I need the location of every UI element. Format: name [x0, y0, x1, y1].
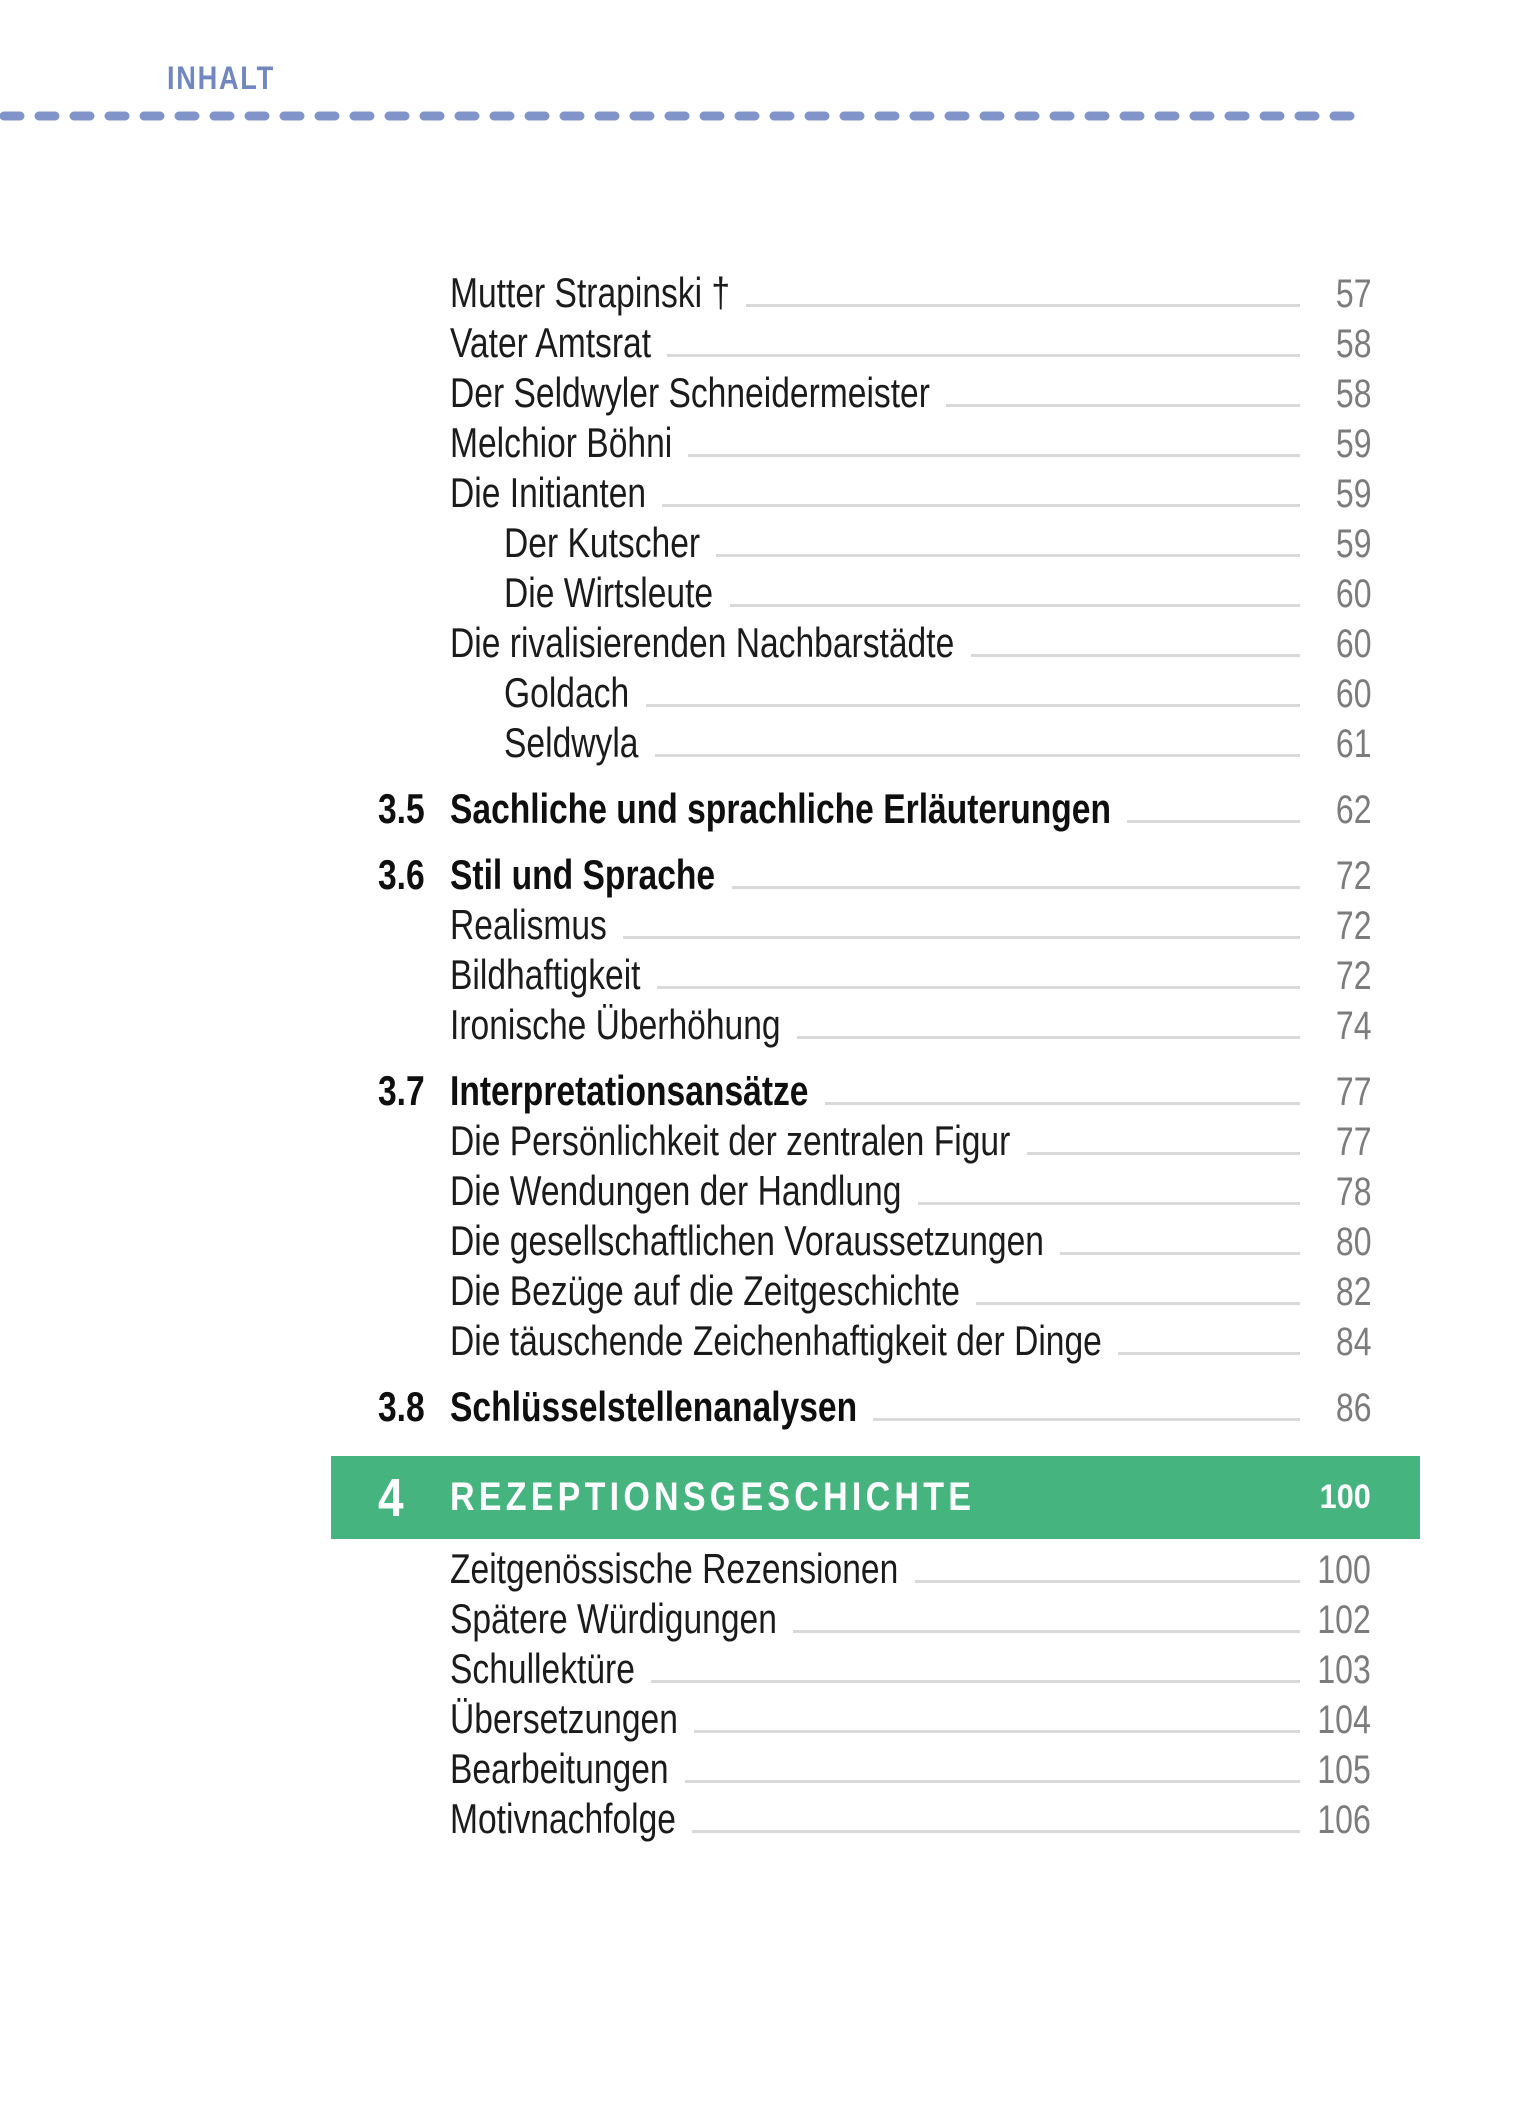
leader-line [692, 1830, 1301, 1833]
toc-entry-label: Melchior Böhni [450, 419, 673, 466]
toc-page-cell [1300, 469, 1420, 519]
toc-row [331, 1594, 1420, 1644]
toc-entry-label: Bearbeitungen [450, 1745, 669, 1792]
chapter-page-cell [1300, 1478, 1420, 1517]
toc-section-number [378, 718, 450, 768]
toc-entry-label: Die Initianten [450, 469, 647, 516]
leader-line [685, 1780, 1300, 1783]
toc-page-number: 61 [1335, 722, 1371, 766]
toc-row [331, 518, 1420, 568]
leader-line [716, 554, 1300, 557]
toc-section-number [378, 1166, 450, 1216]
toc-section-number [378, 1000, 450, 1050]
toc-row [331, 1000, 1420, 1050]
toc-page-cell [1300, 319, 1420, 369]
toc-section-number [378, 1266, 450, 1316]
toc-page-number: 77 [1335, 1120, 1371, 1164]
leader-line [1127, 820, 1300, 823]
toc-row [331, 1744, 1420, 1794]
toc-page-cell [1300, 901, 1420, 951]
toc-entry-label: Die Wendungen der Handlung [450, 1167, 902, 1214]
toc-row [331, 850, 1420, 900]
toc-page-number: 58 [1335, 322, 1371, 366]
toc-entry-label: Die Bezüge auf die Zeitgeschichte [450, 1267, 960, 1314]
toc-page-cell [1300, 669, 1420, 719]
toc-row [331, 618, 1420, 668]
leader-line [732, 886, 1300, 889]
toc-section-number: 3.5 [378, 785, 425, 832]
toc-page-number: 60 [1335, 672, 1371, 716]
toc-page-cell [1300, 519, 1420, 569]
leader-line [623, 936, 1300, 939]
toc-page-number: 74 [1335, 1004, 1371, 1048]
toc-row [331, 1116, 1420, 1166]
toc-entry-label: Interpretationsansätze [450, 1067, 809, 1114]
toc-row [331, 1694, 1420, 1744]
toc-page-cell [1300, 1545, 1420, 1595]
toc-entry-label: Zeitgenössische Rezensionen [450, 1545, 899, 1592]
toc-row [331, 1066, 1420, 1116]
toc-section-number [378, 1594, 450, 1644]
toc-entry-label: Die Wirtsleute [504, 569, 714, 616]
toc-page-cell [1300, 785, 1420, 835]
leader-line [694, 1730, 1300, 1733]
toc-section-number [378, 1644, 450, 1694]
toc-page-cell [1300, 1595, 1420, 1645]
toc-entry-label: Motivnachfolge [450, 1795, 676, 1842]
toc-row [331, 1544, 1420, 1594]
toc-entry-label: Der Kutscher [504, 519, 701, 566]
leader-line [797, 1036, 1300, 1039]
leader-line [662, 504, 1300, 507]
toc-page-cell [1300, 1067, 1420, 1117]
toc-entry-label: Bildhaftigkeit [450, 951, 641, 998]
toc-page-cell [1300, 1383, 1420, 1433]
toc-section-number [378, 1116, 450, 1166]
leader-line [655, 754, 1300, 757]
toc-page-cell [1300, 1001, 1420, 1051]
toc-page-number: 100 [1317, 1548, 1371, 1592]
toc-row [331, 1644, 1420, 1694]
leader-line [873, 1418, 1300, 1421]
leader-line [971, 654, 1300, 657]
leader-line [667, 354, 1300, 357]
toc-section-number [378, 268, 450, 318]
toc-row [331, 1316, 1420, 1366]
toc-entry-label: Seldwyla [504, 719, 639, 766]
toc-page-number: 86 [1335, 1386, 1371, 1430]
leader-line [746, 304, 1300, 307]
toc-page-number: 60 [1335, 572, 1371, 616]
chapter-title: REZEPTIONSGESCHICHTE [450, 1475, 976, 1519]
toc-row [331, 784, 1420, 834]
leader-line [657, 986, 1300, 989]
toc-section-number [378, 568, 450, 618]
toc-row [331, 668, 1420, 718]
toc-row [331, 1794, 1420, 1844]
toc-page-number: 105 [1317, 1748, 1371, 1792]
toc-page-cell [1300, 419, 1420, 469]
toc-page-number: 80 [1335, 1220, 1371, 1264]
leader-line [651, 1680, 1300, 1683]
leader-line [918, 1202, 1300, 1205]
toc-row [331, 468, 1420, 518]
toc-section-number [378, 1544, 450, 1594]
toc-section-number [378, 468, 450, 518]
toc-entry-label: Die gesellschaftlichen Voraussetzungen [450, 1217, 1044, 1264]
toc-row [331, 950, 1420, 1000]
toc-row [331, 900, 1420, 950]
toc-page-number: 102 [1317, 1598, 1371, 1642]
leader-line [976, 1302, 1300, 1305]
toc-entry-label: Übersetzungen [450, 1695, 678, 1742]
toc-page-number: 78 [1335, 1170, 1371, 1214]
leader-line [1060, 1252, 1300, 1255]
toc-row [331, 568, 1420, 618]
chapter-number: 4 [378, 1467, 404, 1528]
leader-line [946, 404, 1300, 407]
toc-entry-label: Goldach [504, 669, 630, 716]
toc-page-number: 59 [1335, 522, 1371, 566]
leader-line [825, 1102, 1300, 1105]
toc-entry-label: Die rivalisierenden Nachbarstädte [450, 619, 955, 666]
toc-page-cell [1300, 1267, 1420, 1317]
toc-section-number [378, 1316, 450, 1366]
toc-page-number: 77 [1335, 1070, 1371, 1114]
page-title: INHALT [167, 60, 275, 96]
toc-page-cell [1300, 1645, 1420, 1695]
toc-page-number: 72 [1335, 954, 1371, 998]
leader-line [646, 704, 1300, 707]
toc-entry-label: Schullektüre [450, 1645, 635, 1692]
toc-page-cell [1300, 1217, 1420, 1267]
toc-section-number: 3.6 [378, 851, 425, 898]
chapter-banner [331, 1456, 1420, 1539]
toc-section-number [378, 1744, 450, 1794]
toc-section-number [378, 900, 450, 950]
toc-entry-label: Mutter Strapinski † [450, 269, 731, 316]
leader-line [730, 604, 1300, 607]
toc-page-cell [1300, 619, 1420, 669]
toc-page-cell [1300, 1745, 1420, 1795]
toc-section-number [378, 318, 450, 368]
toc-page-cell [1300, 851, 1420, 901]
toc-section-number [378, 618, 450, 668]
toc-page-cell [1300, 1695, 1420, 1745]
toc-page-number: 60 [1335, 622, 1371, 666]
toc-entry-label: Vater Amtsrat [450, 319, 652, 366]
toc-page-number: 82 [1335, 1270, 1371, 1314]
toc-page-number: 59 [1335, 422, 1371, 466]
toc-row [331, 418, 1420, 468]
toc-page-cell [1300, 269, 1420, 319]
page-header [167, 60, 294, 97]
toc-row [331, 268, 1420, 318]
leader-line [793, 1630, 1301, 1633]
toc-row [331, 1266, 1420, 1316]
dashed-divider [0, 109, 1380, 127]
toc-page-cell [1300, 1795, 1420, 1845]
leader-line [1118, 1352, 1300, 1355]
toc-page-number: 72 [1335, 904, 1371, 948]
toc-page-cell [1300, 719, 1420, 769]
toc-page-cell [1300, 1167, 1420, 1217]
toc-entry-label: Der Seldwyler Schneidermeister [450, 369, 930, 416]
chapter-page-number: 100 [1319, 1478, 1371, 1516]
toc-section-number [378, 418, 450, 468]
leader-line [1027, 1152, 1300, 1155]
toc-page-number: 58 [1335, 372, 1371, 416]
toc-section-number [378, 1794, 450, 1844]
toc-row [331, 318, 1420, 368]
toc-entry-label: Ironische Überhöhung [450, 1001, 781, 1048]
toc-section-number [378, 668, 450, 718]
toc-row [331, 1216, 1420, 1266]
toc-entry-label: Sachliche und sprachliche Erläuterungen [450, 785, 1111, 832]
toc-page-number: 84 [1335, 1320, 1371, 1364]
toc-page-number: 103 [1317, 1648, 1371, 1692]
toc-page-cell [1300, 569, 1420, 619]
toc-section-number [378, 950, 450, 1000]
toc-list [331, 268, 1420, 1844]
toc-entry-label: Spätere Würdigungen [450, 1595, 777, 1642]
toc-page-cell [1300, 1117, 1420, 1167]
toc-row [331, 1382, 1420, 1432]
leader-line [915, 1580, 1300, 1583]
toc-page-cell [1300, 369, 1420, 419]
toc-page-number: 104 [1317, 1698, 1371, 1742]
toc-section-number [378, 518, 450, 568]
toc-section-number [378, 1694, 450, 1744]
toc-row [331, 368, 1420, 418]
toc-entry-label: Schlüsselstellenanalysen [450, 1383, 858, 1430]
toc-row [331, 718, 1420, 768]
toc-entry-label: Die täuschende Zeichenhaftigkeit der Dinge [450, 1317, 1102, 1364]
toc-entry-label: Die Persönlichkeit der zentralen Figur [450, 1117, 1011, 1164]
toc-section-number: 3.8 [378, 1383, 425, 1430]
toc-page-number: 62 [1335, 788, 1371, 832]
toc-page-number: 72 [1335, 854, 1371, 898]
toc-page-cell [1300, 1317, 1420, 1367]
toc-section-number: 3.7 [378, 1067, 425, 1114]
toc-entry-label: Realismus [450, 901, 607, 948]
toc-page-number: 106 [1317, 1798, 1371, 1842]
toc-row [331, 1166, 1420, 1216]
toc-section-number [378, 368, 450, 418]
toc-page-number: 57 [1335, 272, 1371, 316]
toc-page-number: 59 [1335, 472, 1371, 516]
toc-entry-label: Stil und Sprache [450, 851, 716, 898]
toc-page-cell [1300, 951, 1420, 1001]
leader-line [688, 454, 1300, 457]
toc-section-number [378, 1216, 450, 1266]
